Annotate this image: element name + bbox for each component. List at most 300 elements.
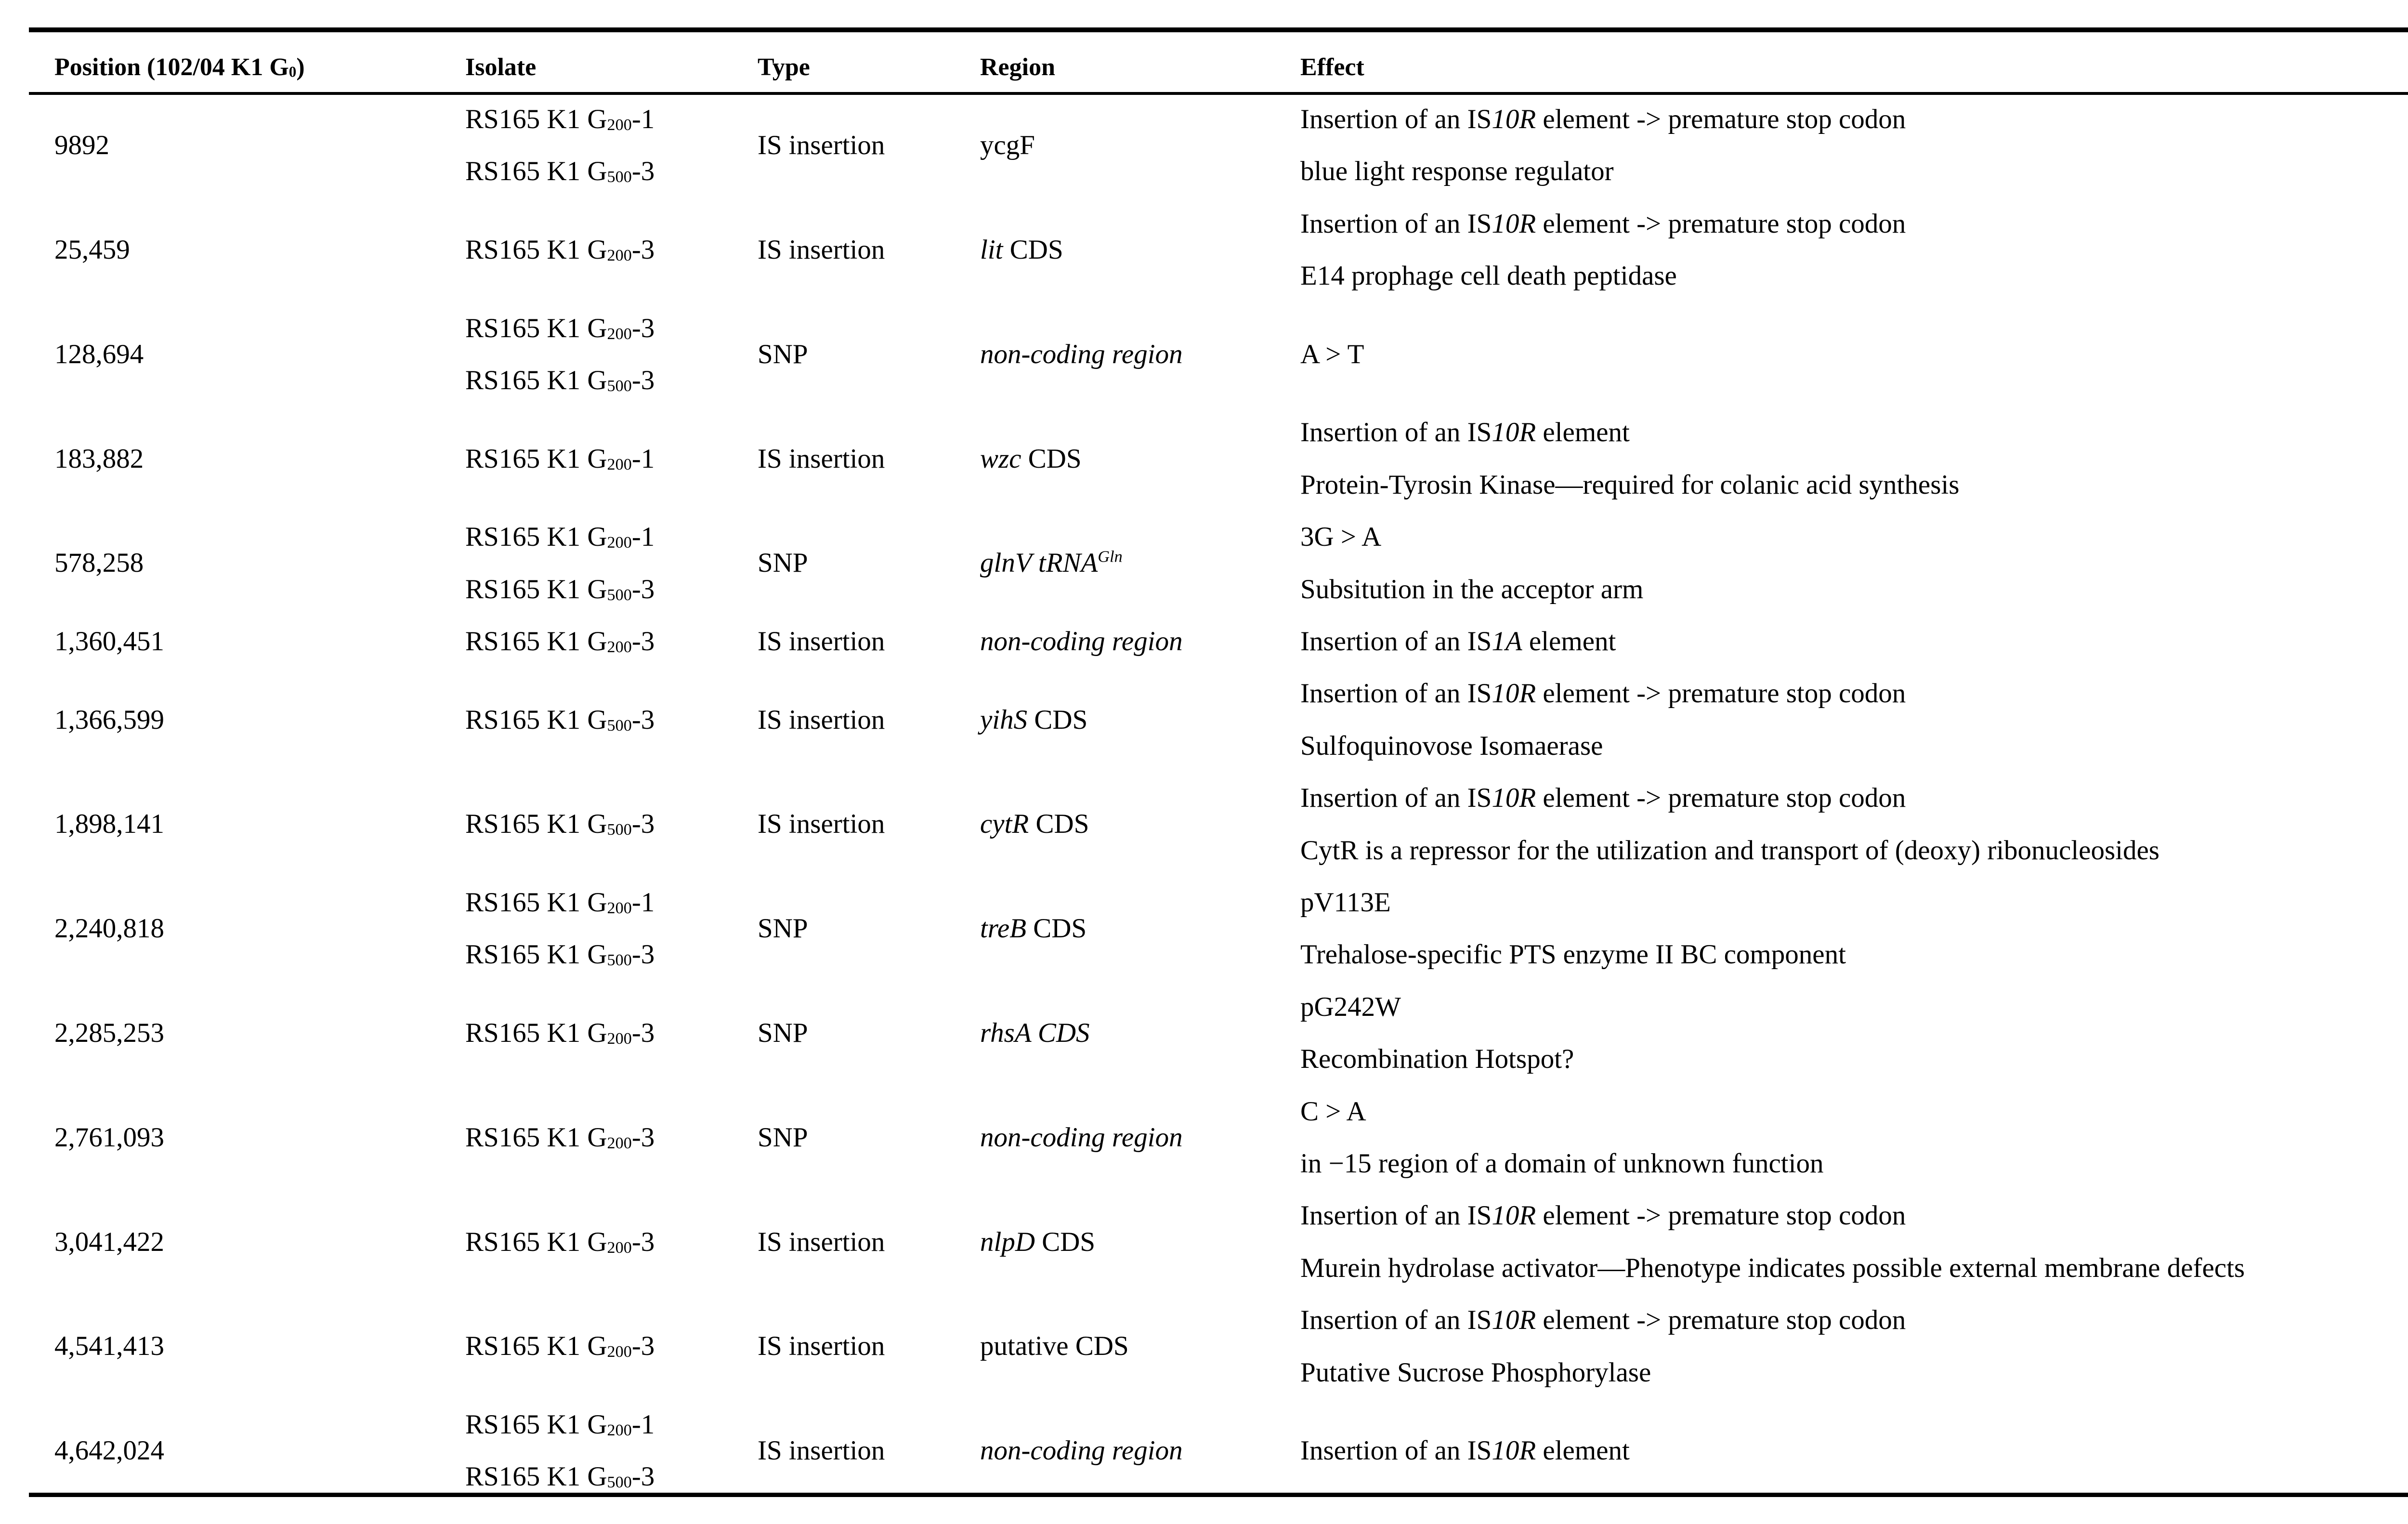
text-run: 10R bbox=[1492, 1305, 1536, 1336]
table-row bbox=[0, 1190, 2408, 1294]
table-top-rule bbox=[29, 27, 2408, 32]
cell-type bbox=[758, 198, 974, 302]
text-run: RS165 K1 G bbox=[465, 365, 607, 395]
effect-line bbox=[1300, 1086, 2408, 1138]
text-run: element -> premature stop codon bbox=[1536, 1305, 1906, 1336]
cell-isolate bbox=[465, 772, 754, 877]
cell-region bbox=[980, 407, 1293, 511]
text-run: -3 bbox=[631, 235, 655, 265]
mutation-type: IS insertion bbox=[758, 1331, 885, 1362]
region-name bbox=[980, 616, 1293, 668]
cell-position bbox=[54, 1294, 459, 1399]
table-row bbox=[0, 407, 2408, 511]
cell-position bbox=[54, 93, 459, 198]
text-run: element -> premature stop codon bbox=[1536, 1200, 1906, 1231]
subscript-text: 500 bbox=[607, 168, 632, 186]
text-run: RS165 K1 G bbox=[465, 1461, 607, 1492]
text-run: 1A bbox=[1492, 626, 1522, 657]
mutation-type: IS insertion bbox=[758, 626, 885, 657]
text-run: Insertion of an IS bbox=[1300, 626, 1492, 657]
cell-isolate bbox=[465, 877, 754, 981]
text-run: -3 bbox=[631, 365, 655, 395]
text-run: nlpD bbox=[980, 1226, 1035, 1257]
table-row bbox=[0, 877, 2408, 981]
subscript-text: 500 bbox=[607, 1473, 632, 1492]
text-run: Protein-Tyrosin Kinase—required for colanic acid synthesis bbox=[1300, 469, 1960, 500]
isolate-name bbox=[465, 355, 754, 407]
cell-type bbox=[758, 981, 974, 1086]
isolate-name bbox=[465, 929, 754, 981]
text-run: ycgF bbox=[980, 130, 1035, 161]
effect-line bbox=[1300, 564, 2408, 616]
cell-region bbox=[980, 1294, 1293, 1399]
header-position bbox=[54, 44, 305, 91]
text-run: element -> premature stop codon bbox=[1536, 678, 1906, 709]
subscript-text: 200 bbox=[607, 1134, 632, 1152]
cell-position bbox=[54, 1190, 459, 1294]
text-run: non-coding region bbox=[980, 626, 1183, 657]
text-run: Position (102/04 K1 G bbox=[54, 53, 289, 81]
mutation-type: SNP bbox=[758, 1018, 808, 1048]
text-run: RS165 K1 G bbox=[465, 626, 607, 657]
text-run: RS165 K1 G bbox=[465, 1331, 607, 1362]
region-name bbox=[980, 433, 1293, 485]
mutation-type: SNP bbox=[758, 548, 808, 578]
isolate-name bbox=[465, 433, 754, 485]
region-name bbox=[980, 1007, 1293, 1059]
text-run: Insertion of an IS bbox=[1300, 1200, 1492, 1231]
region-name bbox=[980, 224, 1293, 276]
subscript-text: 200 bbox=[607, 1343, 632, 1361]
position-value: 2,761,093 bbox=[54, 1122, 164, 1153]
text-run: RS165 K1 G bbox=[465, 104, 607, 134]
cell-type bbox=[758, 511, 974, 616]
cell-type bbox=[758, 616, 974, 668]
text-run: 10R bbox=[1492, 783, 1536, 814]
text-run: -3 bbox=[631, 809, 655, 840]
text-run: non-coding region bbox=[980, 1435, 1183, 1466]
text-run: yihS bbox=[980, 704, 1028, 735]
table-row bbox=[0, 1086, 2408, 1190]
region-name bbox=[980, 1216, 1293, 1268]
text-run: lit bbox=[980, 235, 1003, 265]
effect-line bbox=[1300, 250, 2408, 302]
cell-isolate bbox=[465, 302, 754, 407]
text-run: 10R bbox=[1492, 678, 1536, 709]
effect-line bbox=[1300, 877, 2408, 929]
text-run: in −15 region of a domain of unknown function bbox=[1300, 1148, 1824, 1179]
cell-isolate bbox=[465, 1399, 754, 1503]
cell-region bbox=[980, 877, 1293, 981]
cell-position bbox=[54, 198, 459, 302]
effect-line bbox=[1300, 145, 2408, 197]
text-run: RS165 K1 G bbox=[465, 939, 607, 970]
cell-isolate bbox=[465, 198, 754, 302]
cell-effect bbox=[1300, 93, 2408, 198]
effect-line bbox=[1300, 1033, 2408, 1085]
cell-position bbox=[54, 616, 459, 668]
text-run: RS165 K1 G bbox=[465, 522, 607, 552]
text-run: -3 bbox=[631, 1461, 655, 1492]
table-row bbox=[0, 981, 2408, 1086]
region-name bbox=[980, 537, 1293, 589]
cell-position bbox=[54, 407, 459, 511]
region-name bbox=[980, 119, 1293, 171]
position-value: 4,642,024 bbox=[54, 1435, 164, 1466]
cell-region bbox=[980, 1190, 1293, 1294]
text-run: 10R bbox=[1492, 1200, 1536, 1231]
cell-region bbox=[980, 198, 1293, 302]
cell-position bbox=[54, 511, 459, 616]
table-row bbox=[0, 1399, 2408, 1503]
cell-type bbox=[758, 93, 974, 198]
mutation-type: IS insertion bbox=[758, 809, 885, 840]
cell-region bbox=[980, 93, 1293, 198]
cell-region bbox=[980, 1086, 1293, 1190]
position-value: 1,360,451 bbox=[54, 626, 164, 657]
text-run: Insertion of an IS bbox=[1300, 783, 1492, 814]
text-run: E14 prophage cell death peptidase bbox=[1300, 261, 1677, 291]
isolate-name bbox=[465, 616, 754, 668]
isolate-name bbox=[465, 224, 754, 276]
effect-line bbox=[1300, 616, 2408, 668]
text-run: element -> premature stop codon bbox=[1536, 104, 1906, 134]
text-run: treB bbox=[980, 913, 1027, 944]
subscript-text: 200 bbox=[607, 899, 632, 918]
effect-line bbox=[1300, 459, 2408, 511]
position-value: 1,898,141 bbox=[54, 809, 164, 840]
isolate-name bbox=[465, 877, 754, 929]
text-run: Putative Sucrose Phosphorylase bbox=[1300, 1357, 1651, 1388]
mutation-type: IS insertion bbox=[758, 235, 885, 265]
text-run: CDS bbox=[1035, 1226, 1096, 1257]
cell-isolate bbox=[465, 616, 754, 668]
subscript-text: 500 bbox=[607, 586, 632, 604]
position-value: 9892 bbox=[54, 130, 109, 161]
text-run: Recombination Hotspot? bbox=[1300, 1044, 1574, 1075]
text-run: element bbox=[1536, 417, 1630, 448]
text-run: -1 bbox=[631, 1409, 655, 1440]
effect-line bbox=[1300, 1138, 2408, 1190]
isolate-name bbox=[465, 302, 754, 355]
subscript-text: 0 bbox=[288, 63, 297, 80]
cell-effect bbox=[1300, 1399, 2408, 1503]
cell-type bbox=[758, 1294, 974, 1399]
effect-line bbox=[1300, 929, 2408, 981]
text-run: glnV tRNA bbox=[980, 548, 1098, 578]
text-run: 10R bbox=[1492, 208, 1536, 239]
text-run: CDS bbox=[1021, 443, 1082, 474]
table-row bbox=[0, 668, 2408, 772]
subscript-text: 500 bbox=[607, 821, 632, 839]
text-run: non-coding region bbox=[980, 339, 1183, 369]
mutation-type: IS insertion bbox=[758, 443, 885, 474]
text-run: RS165 K1 G bbox=[465, 704, 607, 735]
cell-type bbox=[758, 407, 974, 511]
mutation-type: IS insertion bbox=[758, 1435, 885, 1466]
cell-effect bbox=[1300, 302, 2408, 407]
effect-line bbox=[1300, 1190, 2408, 1242]
effect-line bbox=[1300, 328, 2408, 381]
text-run: -3 bbox=[631, 574, 655, 604]
cell-type bbox=[758, 772, 974, 877]
text-run: -3 bbox=[631, 626, 655, 657]
cell-effect bbox=[1300, 772, 2408, 877]
cell-effect bbox=[1300, 616, 2408, 668]
cell-region bbox=[980, 668, 1293, 772]
table-body bbox=[0, 93, 2408, 1493]
cell-effect bbox=[1300, 1190, 2408, 1294]
isolate-name bbox=[465, 564, 754, 616]
cell-isolate bbox=[465, 981, 754, 1086]
text-run: non-coding region bbox=[980, 1122, 1183, 1153]
effect-line bbox=[1300, 772, 2408, 824]
subscript-text: 200 bbox=[607, 247, 632, 265]
isolate-name bbox=[465, 511, 754, 563]
text-run: element bbox=[1522, 626, 1616, 657]
text-run: RS165 K1 G bbox=[465, 887, 607, 918]
text-run: -3 bbox=[631, 1018, 655, 1048]
text-run: ) bbox=[296, 53, 305, 81]
text-run: -1 bbox=[631, 887, 655, 918]
cell-type bbox=[758, 668, 974, 772]
subscript-text: 200 bbox=[607, 534, 632, 552]
cell-type bbox=[758, 877, 974, 981]
subscript-text: 200 bbox=[607, 325, 632, 343]
position-value: 1,366,599 bbox=[54, 704, 164, 735]
position-value: 2,285,253 bbox=[54, 1018, 164, 1048]
cell-effect bbox=[1300, 198, 2408, 302]
position-value: 4,541,413 bbox=[54, 1331, 164, 1362]
text-run: A > T bbox=[1300, 339, 1364, 369]
cell-isolate bbox=[465, 93, 754, 198]
cell-region bbox=[980, 772, 1293, 877]
cell-effect bbox=[1300, 511, 2408, 616]
table-row bbox=[0, 511, 2408, 616]
text-run: -3 bbox=[631, 313, 655, 343]
position-value: 128,694 bbox=[54, 339, 144, 369]
cell-type bbox=[758, 1086, 974, 1190]
subscript-text: 200 bbox=[607, 1421, 632, 1440]
position-value: 2,240,818 bbox=[54, 913, 164, 944]
cell-region bbox=[980, 616, 1293, 668]
text-run: cytR bbox=[980, 809, 1029, 840]
cell-region bbox=[980, 511, 1293, 616]
mutation-type: SNP bbox=[758, 339, 808, 369]
text-run: -1 bbox=[631, 443, 655, 474]
cell-effect bbox=[1300, 407, 2408, 511]
effect-line bbox=[1300, 407, 2408, 459]
cell-effect bbox=[1300, 1086, 2408, 1190]
table-row bbox=[0, 772, 2408, 877]
text-run: CDS bbox=[1029, 809, 1089, 840]
cell-isolate bbox=[465, 511, 754, 616]
table-row bbox=[0, 302, 2408, 407]
table-row bbox=[0, 198, 2408, 302]
effect-line bbox=[1300, 511, 2408, 563]
cell-isolate bbox=[465, 1086, 754, 1190]
text-run: Sulfoquinovose Isomaerase bbox=[1300, 730, 1603, 761]
text-run: -3 bbox=[631, 939, 655, 970]
isolate-name bbox=[465, 93, 754, 145]
position-value: 25,459 bbox=[54, 235, 130, 265]
position-value: 183,882 bbox=[54, 443, 144, 474]
cell-isolate bbox=[465, 668, 754, 772]
cell-region bbox=[980, 981, 1293, 1086]
isolate-name bbox=[465, 145, 754, 197]
table-row bbox=[0, 93, 2408, 198]
text-run: Subsitution in the acceptor arm bbox=[1300, 574, 1644, 604]
subscript-text: 200 bbox=[607, 1238, 632, 1257]
region-name bbox=[980, 798, 1293, 850]
text-run: CDS bbox=[1026, 913, 1087, 944]
text-run: RS165 K1 G bbox=[465, 443, 607, 474]
region-name bbox=[980, 1112, 1293, 1164]
effect-line bbox=[1300, 720, 2408, 772]
text-run: wzc bbox=[980, 443, 1021, 474]
text-run: 10R bbox=[1492, 104, 1536, 134]
subscript-text: 200 bbox=[607, 116, 632, 134]
mutation-type: IS insertion bbox=[758, 130, 885, 161]
effect-line bbox=[1300, 1294, 2408, 1346]
cell-position bbox=[54, 1399, 459, 1503]
text-run: RS165 K1 G bbox=[465, 313, 607, 343]
effect-line bbox=[1300, 981, 2408, 1033]
cell-effect bbox=[1300, 877, 2408, 981]
mutation-type: IS insertion bbox=[758, 1226, 885, 1257]
mutation-type: SNP bbox=[758, 1122, 808, 1153]
table-bottom-rule bbox=[29, 1493, 2408, 1497]
text-run: Insertion of an IS bbox=[1300, 208, 1492, 239]
cell-isolate bbox=[465, 1190, 754, 1294]
text-run: RS165 K1 G bbox=[465, 809, 607, 840]
text-run: -3 bbox=[631, 1331, 655, 1362]
position-value: 578,258 bbox=[54, 548, 144, 578]
text-run: pG242W bbox=[1300, 991, 1401, 1022]
cell-isolate bbox=[465, 407, 754, 511]
table-row bbox=[0, 616, 2408, 668]
text-run: RS165 K1 G bbox=[465, 1409, 607, 1440]
region-name bbox=[980, 1320, 1293, 1372]
region-name bbox=[980, 694, 1293, 746]
cell-type bbox=[758, 302, 974, 407]
text-run: putative CDS bbox=[980, 1331, 1129, 1362]
effect-line bbox=[1300, 93, 2408, 145]
text-run: -3 bbox=[631, 704, 655, 735]
text-run: 10R bbox=[1492, 1435, 1536, 1466]
superscript-text: Gln bbox=[1098, 548, 1123, 566]
text-run: pV113E bbox=[1300, 887, 1391, 918]
text-run: Insertion of an IS bbox=[1300, 1435, 1492, 1466]
effect-line bbox=[1300, 1242, 2408, 1294]
header-region: Region bbox=[980, 53, 1055, 81]
text-run: C > A bbox=[1300, 1096, 1366, 1127]
cell-region bbox=[980, 1399, 1293, 1503]
text-run: element -> premature stop codon bbox=[1536, 208, 1906, 239]
region-name bbox=[980, 903, 1293, 955]
cell-effect bbox=[1300, 981, 2408, 1086]
text-run: blue light response regulator bbox=[1300, 156, 1614, 187]
effect-line bbox=[1300, 1425, 2408, 1477]
text-run: Insertion of an IS bbox=[1300, 1305, 1492, 1336]
text-run: Insertion of an IS bbox=[1300, 417, 1492, 448]
mutation-type: IS insertion bbox=[758, 704, 885, 735]
text-run: RS165 K1 G bbox=[465, 1018, 607, 1048]
text-run: element bbox=[1536, 1435, 1630, 1466]
text-run: Murein hydrolase activator—Phenotype indicates possible external membrane defects bbox=[1300, 1252, 2245, 1283]
text-run: Insertion of an IS bbox=[1300, 678, 1492, 709]
subscript-text: 200 bbox=[607, 1030, 632, 1048]
text-run: CytR is a repressor for the utilization and transport of (deoxy) ribonucleosides bbox=[1300, 835, 2159, 866]
text-run: element -> premature stop codon bbox=[1536, 783, 1906, 814]
text-run: rhsA CDS bbox=[980, 1018, 1090, 1048]
subscript-text: 200 bbox=[607, 638, 632, 657]
text-run: Trehalose-specific PTS enzyme II BC component bbox=[1300, 939, 1846, 970]
position-value: 3,041,422 bbox=[54, 1226, 164, 1257]
cell-effect bbox=[1300, 668, 2408, 772]
cell-position bbox=[54, 668, 459, 772]
region-name bbox=[980, 1425, 1293, 1477]
cell-type bbox=[758, 1190, 974, 1294]
cell-region bbox=[980, 302, 1293, 407]
subscript-text: 500 bbox=[607, 716, 632, 735]
header-effect: Effect bbox=[1300, 53, 1364, 81]
text-run: -1 bbox=[631, 522, 655, 552]
cell-position bbox=[54, 981, 459, 1086]
subscript-text: 200 bbox=[607, 455, 632, 473]
text-run: RS165 K1 G bbox=[465, 1226, 607, 1257]
text-run: -3 bbox=[631, 1226, 655, 1257]
text-run: 10R bbox=[1492, 417, 1536, 448]
table-row bbox=[0, 1294, 2408, 1399]
header-type: Type bbox=[758, 53, 810, 81]
mutation-type: SNP bbox=[758, 913, 808, 944]
text-run: -3 bbox=[631, 156, 655, 187]
region-name bbox=[980, 328, 1293, 381]
effect-line bbox=[1300, 198, 2408, 250]
cell-position bbox=[54, 772, 459, 877]
text-run: RS165 K1 G bbox=[465, 235, 607, 265]
cell-isolate bbox=[465, 1294, 754, 1399]
cell-position bbox=[54, 877, 459, 981]
subscript-text: 500 bbox=[607, 377, 632, 395]
effect-line bbox=[1300, 825, 2408, 877]
table-header-row bbox=[0, 44, 2408, 91]
header-isolate: Isolate bbox=[465, 53, 537, 81]
cell-effect bbox=[1300, 1294, 2408, 1399]
text-run: -3 bbox=[631, 1122, 655, 1153]
cell-type bbox=[758, 1399, 974, 1503]
cell-position bbox=[54, 1086, 459, 1190]
isolate-name bbox=[465, 1112, 754, 1164]
isolate-name bbox=[465, 1216, 754, 1268]
isolate-name bbox=[465, 1399, 754, 1451]
text-run: RS165 K1 G bbox=[465, 1122, 607, 1153]
effect-line bbox=[1300, 1347, 2408, 1399]
isolate-name bbox=[465, 1007, 754, 1059]
text-run: -1 bbox=[631, 104, 655, 134]
text-run: 3G > A bbox=[1300, 522, 1382, 552]
text-run: Insertion of an IS bbox=[1300, 104, 1492, 134]
text-run: CDS bbox=[1027, 704, 1088, 735]
isolate-name bbox=[465, 1320, 754, 1372]
text-run: RS165 K1 G bbox=[465, 156, 607, 187]
text-run: RS165 K1 G bbox=[465, 574, 607, 604]
isolate-name bbox=[465, 798, 754, 850]
effect-line bbox=[1300, 668, 2408, 720]
subscript-text: 500 bbox=[607, 951, 632, 970]
text-run: CDS bbox=[1003, 235, 1063, 265]
